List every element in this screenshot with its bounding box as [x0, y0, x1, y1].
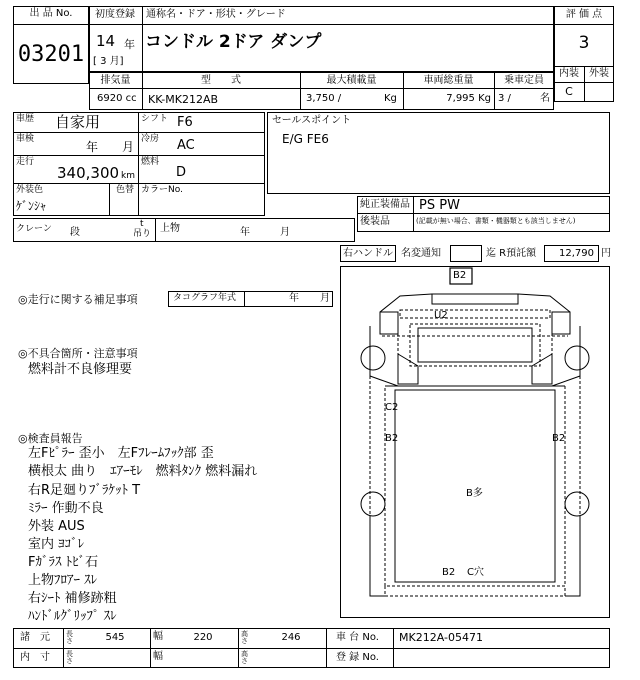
dims-label: 諸 元	[20, 632, 50, 643]
ac-value: AC	[177, 138, 195, 153]
lot-label: 出 品 No.	[29, 8, 73, 19]
width-value: 220	[193, 632, 213, 643]
inspector-line: 横根太 曲り ｴｱｰﾓﾚ 燃料ﾀﾝｸ 燃料漏れ	[28, 464, 258, 479]
history-label: 車歴	[16, 114, 35, 124]
inspector-line: 右ｼｰﾄ 補修跡粗	[28, 591, 117, 606]
reg-year-unit: 年	[124, 38, 135, 51]
reg-label: 初度登録	[95, 9, 135, 20]
details-box	[13, 112, 265, 216]
damage-mark: C穴	[467, 567, 484, 578]
footer-v3	[238, 628, 239, 668]
details-h1	[13, 132, 265, 133]
aftermarket-label: 後装品	[360, 216, 390, 227]
exterior-grade-label: 外装	[589, 68, 609, 79]
footer-v4	[326, 628, 327, 668]
reg-year: 14	[96, 32, 116, 50]
defect-line: 燃料計不良修理要	[28, 362, 133, 377]
footer-v1	[63, 628, 64, 668]
equip-value: PS PW	[419, 198, 460, 213]
width-label: 幅	[153, 631, 163, 642]
displacement-label: 排気量	[100, 75, 131, 86]
inspection-year: 年	[86, 140, 99, 154]
seats-label: 乗車定員	[504, 75, 544, 86]
crane-ton: t	[140, 219, 144, 229]
damage-mark: B多	[466, 488, 483, 499]
damage-mark: B2	[442, 567, 456, 578]
shift-label: シフト	[141, 114, 169, 124]
history-value: 自家用	[55, 113, 101, 131]
interior-height-label: 高さ	[241, 650, 248, 666]
sales-label: セールスポイント	[272, 115, 352, 126]
upper-label: 上物	[160, 223, 180, 234]
color-label: 外装色	[16, 185, 44, 195]
inspector-line: 上物ﾌﾛｱｰ ｽﾚ	[28, 573, 98, 588]
details-v2	[109, 183, 110, 216]
lot-divider	[13, 24, 89, 25]
fuel-label: 燃料	[141, 157, 160, 167]
color-no-label: カラーNo.	[141, 185, 183, 195]
chassis-label: 車 台 No.	[336, 632, 379, 643]
damage-mark: U2	[434, 310, 448, 321]
tacho-label: タコグラフ年式	[173, 293, 237, 303]
driving-title: ◎走行に関する補足事項	[18, 293, 138, 306]
spec-divider	[89, 88, 554, 89]
ac-label: 冷房	[141, 134, 160, 144]
name-label: 通称名・ドア・形状・グレード	[146, 9, 286, 20]
length-value: 545	[105, 632, 125, 643]
upper-month: 月	[280, 227, 290, 238]
model-value: KK-MK212AB	[148, 93, 219, 106]
seats-unit: 名	[540, 93, 550, 104]
crane-hang: 吊り	[133, 229, 152, 239]
height-label: 高さ	[241, 630, 248, 646]
interior-grade: C	[565, 85, 573, 98]
yen-label: 円	[601, 248, 611, 259]
grade-label: 評 価 点	[565, 9, 603, 20]
defects-title: ◎不具合箇所・注意事項	[18, 347, 138, 360]
rhd-label: 右ハンドル	[343, 248, 393, 259]
inspection-label: 車検	[16, 134, 35, 144]
inspector-line: 室内 ﾖｺﾞﾚ	[28, 537, 85, 552]
title-divider	[89, 24, 554, 25]
length-label: 長さ	[66, 630, 73, 646]
reg-no-label: 登 録 No.	[336, 652, 379, 663]
inspector-line: 右R足廻りﾌﾞﾗｹｯﾄ T	[28, 483, 141, 498]
interior-width-label: 幅	[153, 651, 163, 662]
interior-length-label: 長さ	[66, 650, 73, 666]
name-change-label: 名変通知	[401, 248, 441, 259]
equip-divider	[357, 213, 610, 214]
aftermarket-note: (記載が無い場合、書類・機器類とも該当しません)	[416, 217, 576, 225]
model-label: 型 式	[201, 75, 241, 86]
chassis-value: MK212A-05471	[399, 631, 483, 644]
car-name: コンドル 2ドア ダンプ	[145, 32, 322, 52]
details-h2	[13, 155, 265, 156]
inspector-line: Fｶﾞﾗｽ ﾄﾋﾞ石	[28, 555, 99, 570]
interior-grade-label: 内装	[559, 68, 579, 79]
capacity-unit: Kg	[384, 93, 397, 104]
mileage-value: 340,300	[57, 164, 120, 182]
capacity-label: 最大積載量	[326, 75, 377, 86]
crane-step: 段	[70, 227, 80, 238]
equip-label: 純正装備品	[360, 199, 410, 210]
inspector-line: ﾊﾝﾄﾞﾙｸﾞﾘｯﾌﾟ ｽﾚ	[28, 609, 117, 624]
damage-mark: B2	[552, 433, 566, 444]
damage-mark: B2	[453, 270, 467, 281]
grade-value: 3	[578, 33, 590, 53]
details-h3	[13, 183, 265, 184]
equip-vdivider	[413, 196, 414, 232]
color-shade-label: 色替	[116, 185, 135, 195]
shift-value: F6	[177, 115, 193, 130]
sales-value: E/G FE6	[282, 132, 329, 146]
displacement-value: 6920 cc	[97, 93, 137, 104]
reg-month: [ 3 月]	[93, 56, 124, 67]
inspector-line: ﾐﾗｰ 作動不良	[28, 501, 104, 516]
weight-label: 車両総重量	[423, 75, 474, 86]
fuel-value: D	[176, 165, 187, 180]
inspector-title: ◎検査員報告	[18, 432, 83, 445]
lot-number: 03201	[17, 42, 85, 67]
tacho-month: 月	[320, 293, 330, 304]
crane-label: クレーン	[16, 224, 52, 234]
seats-value: 3 /	[498, 93, 511, 104]
crane-box	[13, 218, 355, 242]
recycle-fee: 12,790	[559, 248, 594, 259]
truck-diagram	[340, 266, 610, 618]
damage-mark: C2	[385, 402, 399, 413]
capacity-value: 3,750 /	[306, 93, 342, 104]
name-change-box	[450, 245, 482, 262]
inspector-line: 左Fﾋﾟﾗｰ 歪小 左Fﾌﾚｰﾑﾌｯｸ部 歪	[28, 446, 214, 461]
tacho-year: 年	[289, 293, 299, 304]
tacho-vdivider	[244, 291, 245, 307]
inspector-line: 外装 AUS	[28, 519, 85, 534]
mileage-label: 走行	[16, 157, 35, 167]
footer-divider	[13, 648, 610, 649]
inspection-month: 月	[122, 140, 135, 154]
reported-label: 迄 R預託額	[486, 248, 537, 259]
upper-year: 年	[240, 227, 250, 238]
weight-value: 7,995 Kg	[446, 93, 491, 104]
height-value: 246	[281, 632, 301, 643]
interior-dims-label: 内 寸	[20, 652, 50, 663]
footer-v5	[393, 628, 394, 668]
details-v1	[138, 112, 139, 216]
mileage-unit: km	[121, 171, 135, 181]
footer-v2	[150, 628, 151, 668]
damage-mark: B2	[385, 433, 399, 444]
crane-v1	[155, 218, 156, 242]
title-vdivider	[142, 6, 143, 72]
color-value: ｹﾞﾝｼｬ	[16, 199, 47, 213]
grade-divider	[554, 24, 614, 25]
